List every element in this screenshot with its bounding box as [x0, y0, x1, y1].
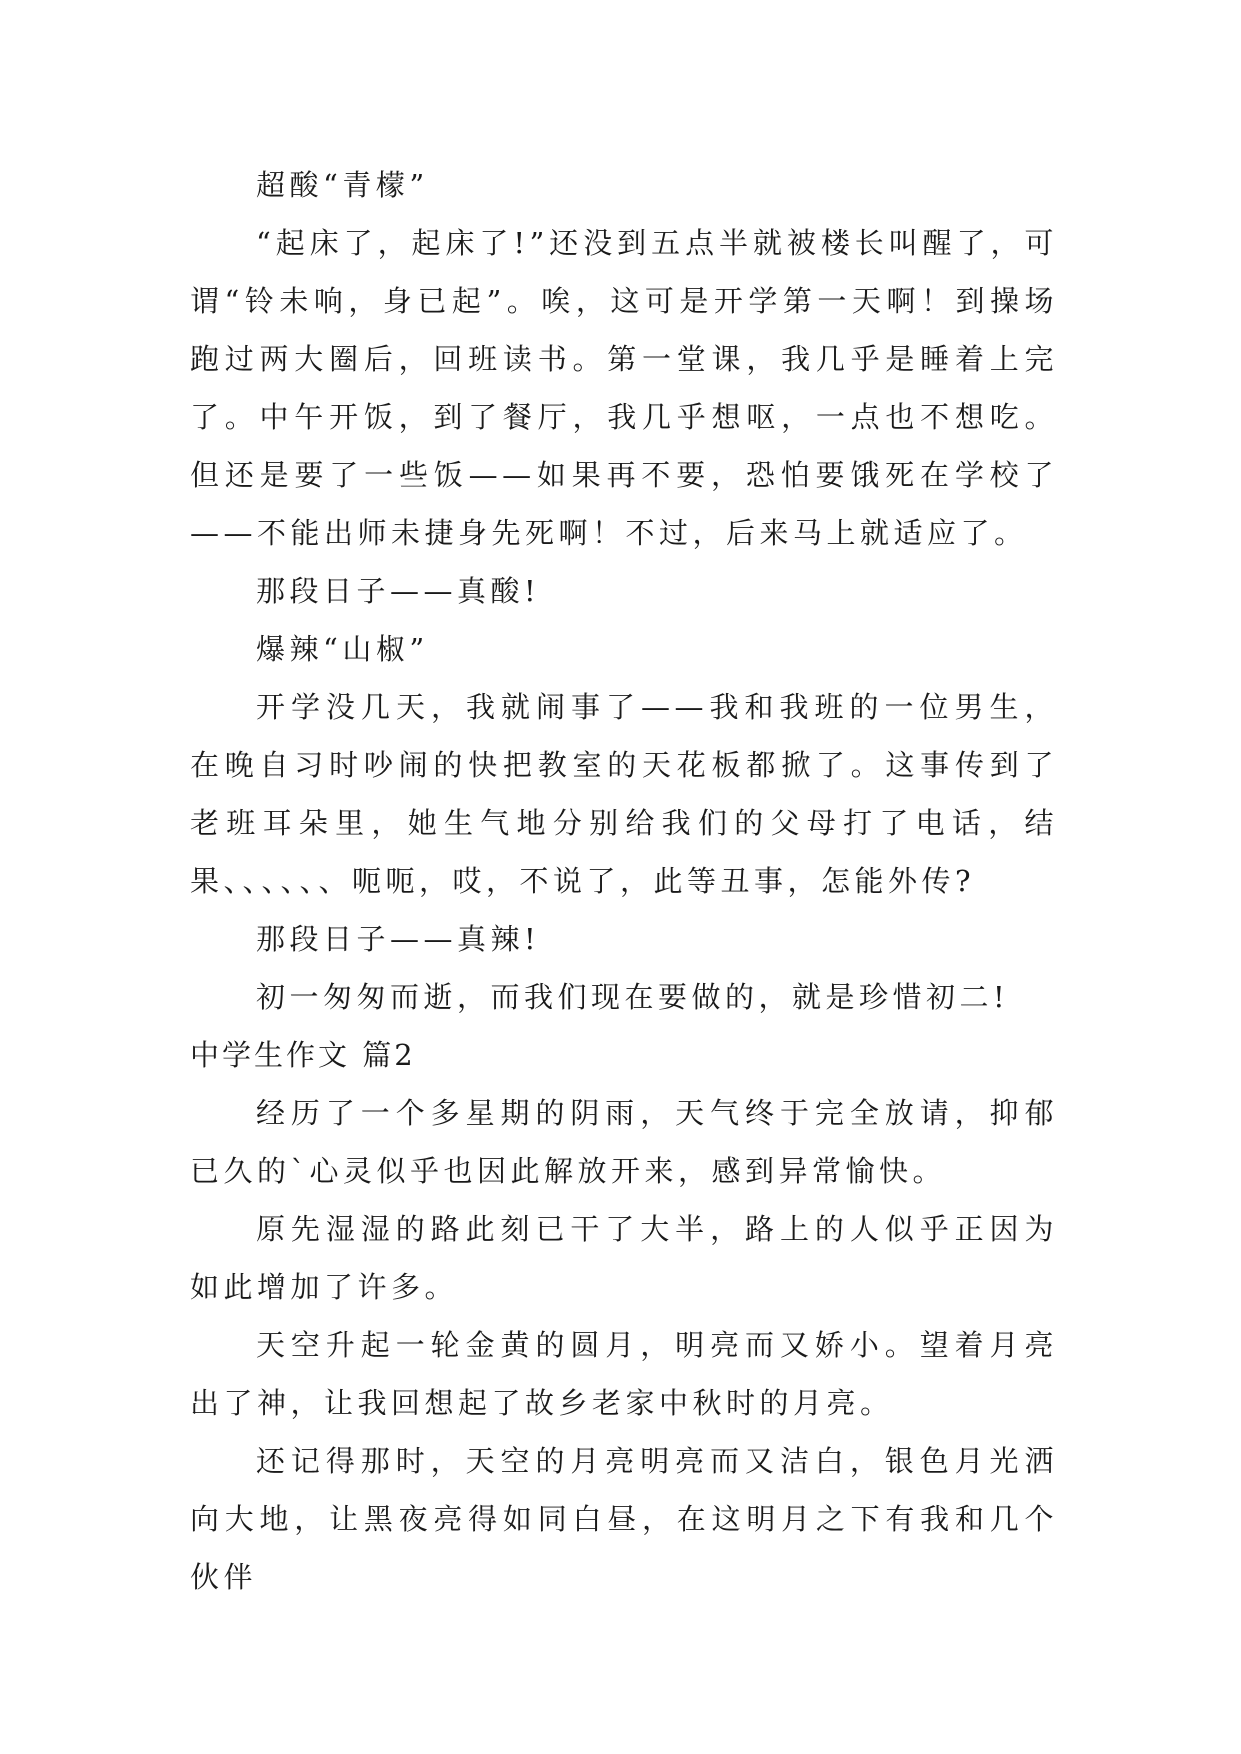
paragraph: 经历了一个多星期的阴雨，天气终于完全放请，抑郁已久的`心灵似乎也因此解放开来，感到异常愉快。 — [190, 1096, 1058, 1188]
article-heading: 中学生作文 篇2 — [190, 1038, 416, 1072]
document-page — [190, 156, 1058, 1606]
paragraph: 开学没几天，我就闹事了——我和我班的一位男生，在晚自习时吵闹的快把教室的天花板都掀了。这事传到了老班耳朵里，她生气地分别给我们的父母打了电话，结果、、、、、、呃呃，哎，不说了，此等丑事，怎能外传? — [190, 690, 1058, 898]
paragraph: “起床了，起床了!”还没到五点半就被楼长叫醒了，可谓“铃未响，身已起”。唉，这可是开学第一天啊！到操场跑过两大圈后，回班读书。第一堂课，我几乎是睡着上完了。中午开饭，到了餐厅，我几乎想呕，一点也不想吃。但还是要了一些饭——如果再不要，恐怕要饿死在学校了——不能出师未捷身先死啊！不过，后来马上就适应了。 — [190, 226, 1058, 550]
paragraph: 还记得那时，天空的月亮明亮而又洁白，银色月光洒向大地，让黑夜亮得如同白昼，在这明月之下有我和几个伙伴 — [190, 1444, 1058, 1594]
paragraph: 那段日子——真酸! — [256, 574, 541, 608]
paragraph: 初一匆匆而逝，而我们现在要做的，就是珍惜初二! — [256, 980, 1010, 1014]
paragraph: 那段日子——真辣! — [256, 922, 541, 956]
section-title: 超酸“青檬” — [256, 168, 429, 202]
section-title: 爆辣“山椒” — [256, 632, 429, 666]
paragraph: 原先湿湿的路此刻已干了大半，路上的人似乎正因为如此增加了许多。 — [190, 1212, 1058, 1304]
paragraph: 天空升起一轮金黄的圆月，明亮而又娇小。望着月亮出了神，让我回想起了故乡老家中秋时的月亮。 — [190, 1328, 1058, 1420]
